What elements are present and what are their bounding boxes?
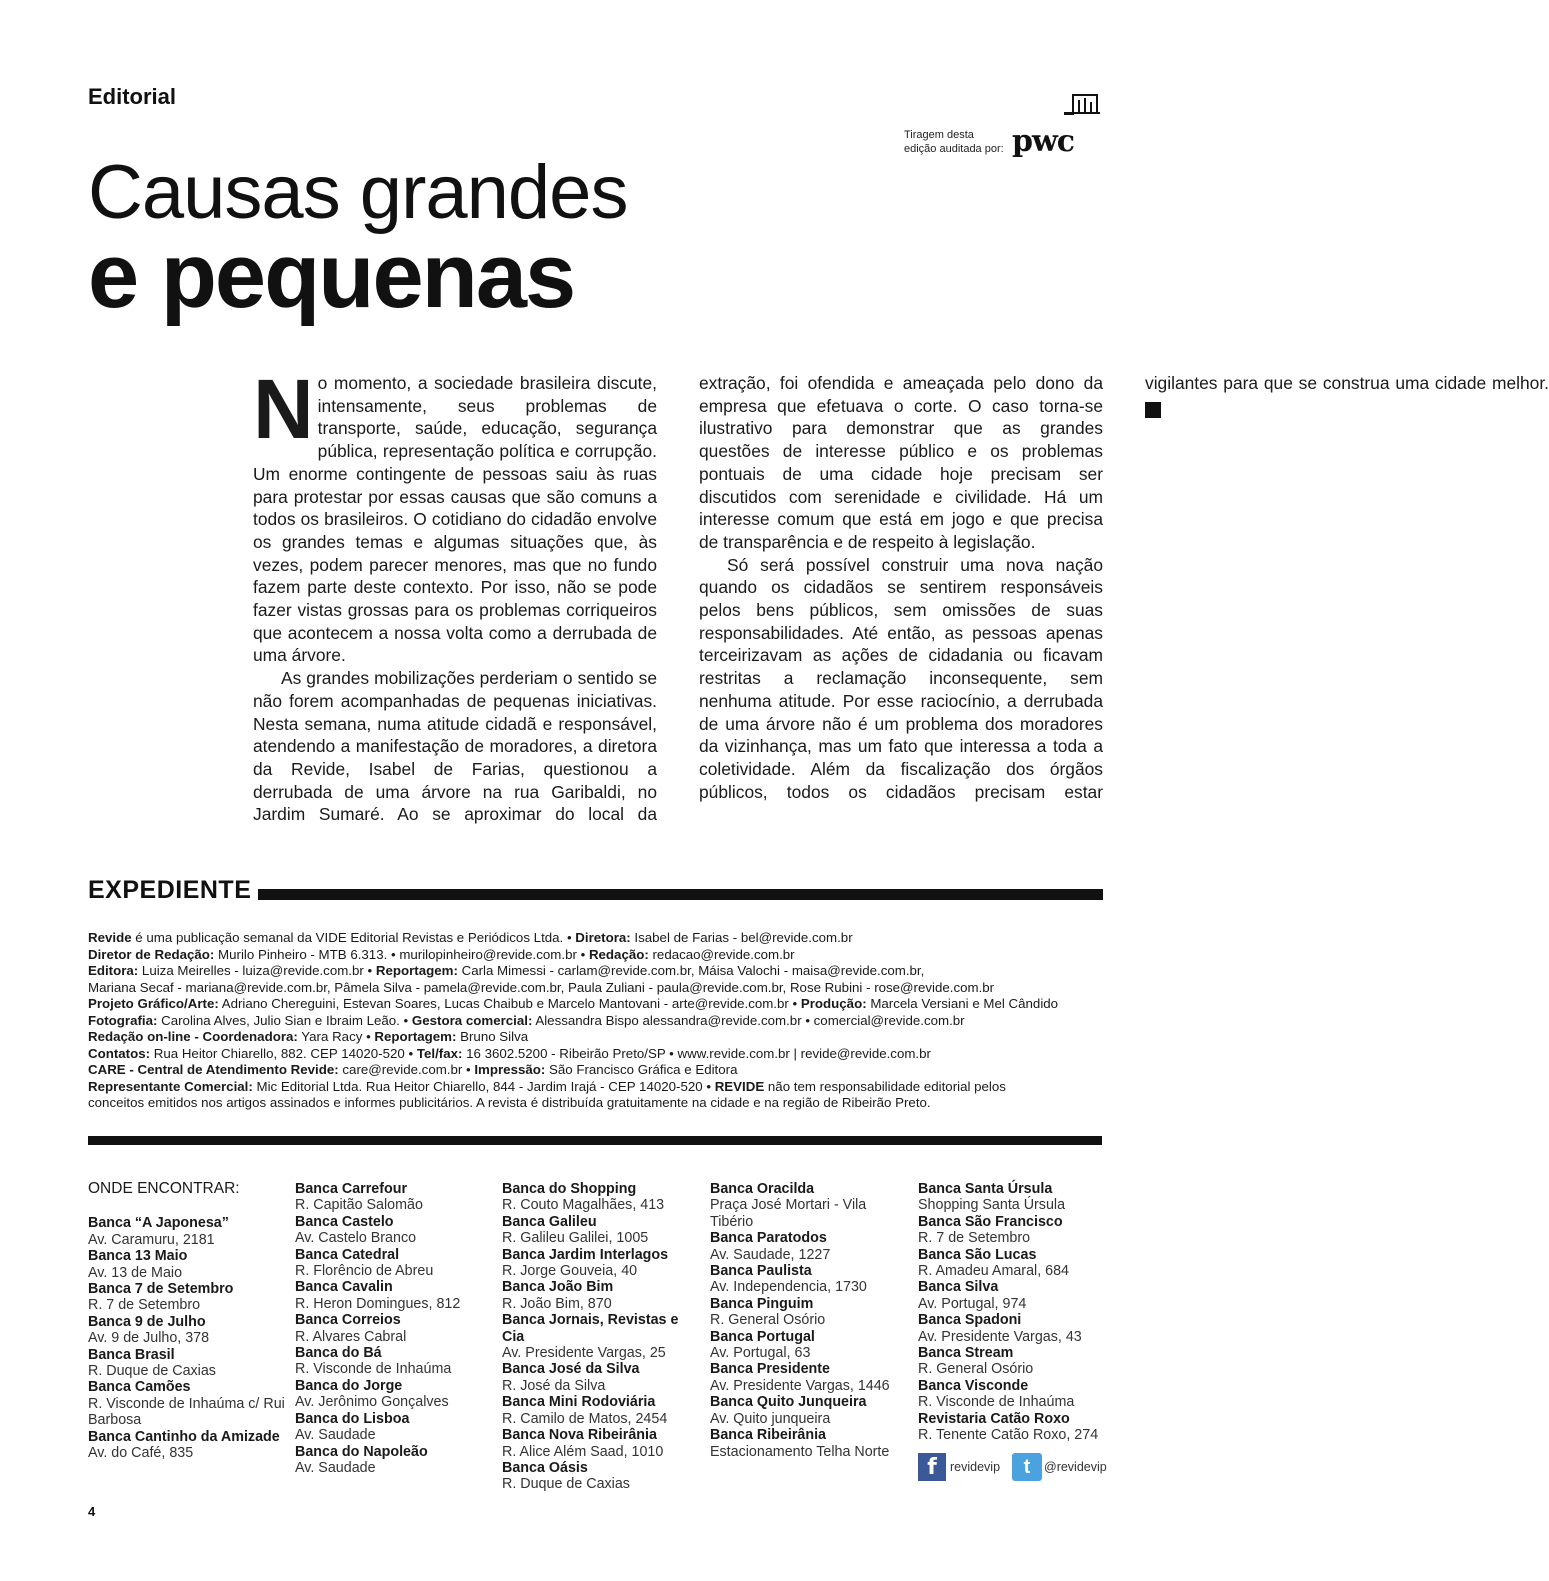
exp-label: Redação: <box>588 946 649 962</box>
exp-label: Tel/fax: <box>416 1045 463 1061</box>
newsstand-name: Banca Cavalin <box>295 1279 393 1296</box>
editorial-article <box>253 362 1549 832</box>
exp-text: São Francisco Gráfica e Editora <box>545 1062 738 1077</box>
exp-text: é uma publicação semanal da VIDE Editorial Revistas e Periódicos Ltda. • <box>131 930 576 945</box>
exp-label: REVIDE <box>714 1078 765 1094</box>
expediente-line <box>88 930 1108 947</box>
newsstand-address: R. Jorge Gouveia, 40 <box>502 1263 638 1280</box>
newsstand-address: R. Alvares Cabral <box>295 1328 407 1345</box>
where-column-2 <box>295 1181 495 1476</box>
exp-label: Revide <box>88 930 132 945</box>
newsstand-address: R. Florêncio de Abreu <box>295 1263 434 1280</box>
newsstand-name: Revistaria Catão Roxo <box>918 1410 1070 1427</box>
exp-text: Mic Editorial Ltda. Rua Heitor Chiarello, 844 - Jardim Irajá - CEP 14020-520 • <box>252 1078 715 1094</box>
newsstand-name: Banca 9 de Julho <box>88 1313 206 1330</box>
where-column-1 <box>88 1181 288 1462</box>
section-label: Editorial <box>88 84 177 109</box>
newsstand-name: Banca Jardim Interlagos <box>502 1246 669 1263</box>
newsstand-name: Banca João Bim <box>502 1279 614 1296</box>
newsstand-name: Banca Catedral <box>295 1246 400 1263</box>
newsstand-address: R. Couto Magalhães, 413 <box>502 1197 665 1214</box>
page-number: 4 <box>88 1504 96 1519</box>
newsstand-address: R. Duque de Caxias <box>88 1363 216 1380</box>
social-links <box>918 1452 1108 1484</box>
newsstand-address: R. Capitão Salomão <box>295 1197 423 1214</box>
exp-label: Diretor de Redação: <box>88 946 215 962</box>
newsstand-address: Av. do Café, 835 <box>88 1445 194 1462</box>
facebook-link[interactable] <box>918 1452 1000 1482</box>
exp-text: care@revide.com.br • <box>338 1062 475 1077</box>
newsstand-address: Av. Saudade, 1227 <box>710 1246 831 1263</box>
newsstand-name: Banca Spadoni <box>918 1312 1022 1329</box>
expediente-line <box>88 1046 1108 1063</box>
newsstand-name: Banca 13 Maio <box>88 1248 188 1265</box>
exp-text: Marcela Versiani e Mel Cândido <box>866 996 1059 1011</box>
newsstand-name: Banca do Jorge <box>295 1377 403 1394</box>
newsstand-name: Banca Cantinho da Amizade <box>88 1428 280 1445</box>
newsstand-address: R. Alice Além Saad, 1010 <box>502 1443 664 1460</box>
newsstand-name: Banca do Lisboa <box>295 1410 410 1427</box>
newsstand-address: R. General Osório <box>710 1312 826 1329</box>
exp-label: Reportagem: <box>374 1029 457 1044</box>
exp-text: Carla Mimessi - carlam@revide.com.br, Máisa Valochi - maisa@revide.com.br, <box>457 963 925 978</box>
newsstand-name: Banca Jornais, Revistas e Cia <box>502 1312 679 1345</box>
facebook-handle: revidevip <box>950 1460 1001 1474</box>
newsstand-name: Banca 7 de Setembro <box>88 1281 234 1298</box>
where-column-3 <box>502 1181 702 1493</box>
audit-line-1: Tiragem desta <box>904 129 974 141</box>
where-title: ONDE ENCONTRAR: <box>88 1180 240 1197</box>
newsstand-address: Av. Castelo Branco <box>295 1230 417 1247</box>
exp-text: 16 3602.5200 - Ribeirão Preto/SP • www.revide.com.br | revide@revide.com.br <box>462 1045 931 1061</box>
twitter-link[interactable] <box>1012 1452 1107 1482</box>
expediente-body <box>88 930 1108 1112</box>
expediente-line <box>88 1029 1108 1046</box>
expediente-line <box>88 996 1108 1013</box>
newsstand-address: R. Camilo de Matos, 2454 <box>502 1410 668 1427</box>
newsstand-address: R. General Osório <box>918 1361 1034 1378</box>
newsstand-address: Av. Quito junqueira <box>710 1410 831 1427</box>
newsstand-address: Av. Presidente Vargas, 1446 <box>710 1377 890 1394</box>
exp-label: Redação on-line - Coordenadora: <box>88 1029 298 1044</box>
newsstand-name: Banca Castelo <box>295 1213 394 1230</box>
expediente-line: Mariana Secaf - mariana@revide.com.br, Pâmela Silva - pamela@revide.com.br, Paula Zuliani - paula@revide.com.br, Rose Rubini - rose@revide.com.br <box>88 979 995 995</box>
drop-cap: N <box>253 362 314 456</box>
newsstand-address: Shopping Santa Úrsula <box>918 1197 1066 1214</box>
newsstand-address: Av. Caramuru, 2181 <box>88 1231 215 1248</box>
exp-text: Alessandra Bispo alessandra@revide.com.br • comercial@revide.com.br <box>532 1012 965 1028</box>
newsstand-name: Banca Correios <box>295 1312 401 1329</box>
headline-line-2: e pequenas <box>88 225 575 327</box>
newsstand-address: R. Visconde de Inhaúma <box>918 1394 1075 1411</box>
twitter-handle: @revidevip <box>1044 1460 1107 1474</box>
expediente-line <box>88 1062 1108 1079</box>
article-paragraph-1 <box>253 362 657 667</box>
expediente-line: conceitos emitidos nos artigos assinados e informes publicitários. A revista é distribuída gratuitamente na cidade e na região de Ribeirão Preto. <box>88 1095 931 1110</box>
expediente-line <box>88 1013 1108 1030</box>
newsstand-address: R. Galileu Galilei, 1005 <box>502 1230 649 1247</box>
exp-text: não tem responsabilidade editorial pelos <box>764 1078 1006 1094</box>
newsstand-name: Banca Stream <box>918 1345 1014 1362</box>
newsstand-name: Banca Silva <box>918 1279 999 1296</box>
newsstand-address: R. Visconde de Inhaúma <box>295 1361 452 1378</box>
newsstand-name: Banca Visconde <box>918 1377 1029 1394</box>
exp-label: Diretora: <box>575 930 631 945</box>
audit-line-2: edição auditada por: <box>904 143 1004 155</box>
exp-label: Fotografia: <box>88 1012 158 1028</box>
newsstand-address: Av. 9 de Julho, 378 <box>88 1330 210 1347</box>
newsstand-name: Banca do Bá <box>295 1345 382 1362</box>
newsstand-name: Banca São Francisco <box>918 1213 1063 1230</box>
newsstand-address: Av. Portugal, 63 <box>710 1345 811 1362</box>
exp-label: Projeto Gráfico/Arte: <box>88 996 219 1011</box>
newsstand-address: Av. Saudade <box>295 1427 376 1444</box>
expediente-rule <box>258 889 1103 900</box>
exp-text: Adriano Chereguini, Estevan Soares, Lucas Chaibub e Marcelo Mantovani - arte@revide.com.br • <box>218 996 801 1011</box>
newsstand-address: Av. 13 de Maio <box>88 1264 183 1281</box>
newsstand-name: Banca Portugal <box>710 1328 815 1345</box>
article-paragraph-2: As grandes mobilizações perderiam o sentido se não forem acompanhadas de pequenas iniciativas. Nesta semana, numa atitude cidadã e responsável, atendendo a manifestação de moradores, a diretora da Revide, Isabel de Farias, questionou a derrubada de uma árvore na rua Garibaldi, no Jardim Sumaré. Ao se aproximar do local da extração, foi ofendida e ameaçada pelo dono da empresa que efetuava o corte. O caso torna-se ilustrativo para demonstrar que as grandes questões de interesse público e os problemas pontuais de uma cidade hoje precisam ser discutidos com serenidade e civilidade. Há um interesse comum que está em jogo e que precisa de transparência e de respeito à legislação. <box>253 373 1103 825</box>
expediente-line <box>88 947 1108 964</box>
newsstand-address: R. Amadeu Amaral, 684 <box>918 1263 1069 1280</box>
exp-label: Impressão: <box>474 1062 546 1077</box>
where-column-5 <box>918 1181 1118 1444</box>
newsstand-name: Banca Camões <box>88 1379 191 1396</box>
pwc-mark-icon <box>1064 88 1100 116</box>
exp-label: Produção: <box>800 996 867 1011</box>
expediente-line <box>88 1079 1108 1096</box>
newsstand-address: R. Tenente Catão Roxo, 274 <box>918 1427 1099 1444</box>
headline <box>88 150 988 327</box>
newsstand-name: Banca Santa Úrsula <box>918 1181 1053 1197</box>
where-column-4 <box>710 1181 890 1460</box>
pwc-logo: pwc <box>1012 124 1075 159</box>
exp-label: Gestora comercial: <box>411 1012 533 1028</box>
newsstand-address: R. José da Silva <box>502 1377 606 1394</box>
expediente-line <box>88 963 1108 980</box>
newsstand-name: Banca Presidente <box>710 1361 830 1378</box>
section-divider <box>88 1136 1102 1145</box>
article-paragraph-1-text: o momento, a sociedade brasileira discute, intensamente, seus problemas de transporte, saúde, educação, segurança pública, representação política e corrupção. Um enorme contingente de pessoas saiu às ruas para protestar por essas causas que são comuns a todos os brasileiros. O cotidiano do cidadão envolve os grandes temas e algumas situações que, às vezes, podem parecer menores, mas que no fundo fazem parte deste contexto. Por isso, não se pode fazer vistas grossas para os problemas corriqueiros que acontecem a nossa volta como a derrubada de uma árvore. <box>253 373 657 666</box>
exp-text: Carolina Alves, Julio Sian e Ibraim Leão. • <box>157 1012 412 1028</box>
newsstand-address: R. 7 de Setembro <box>88 1297 201 1314</box>
newsstand-name: Banca São Lucas <box>918 1246 1037 1263</box>
headline-line-1: Causas grandes <box>88 150 628 235</box>
newsstand-name: Banca “A Japonesa” <box>88 1215 229 1232</box>
newsstand-address: Av. Presidente Vargas, 25 <box>502 1345 666 1362</box>
exp-text: Rua Heitor Chiarello, 882. CEP 14020-520 • <box>150 1045 417 1061</box>
newsstand-address: R. Heron Domingues, 812 <box>295 1295 461 1312</box>
exp-text: Bruno Silva <box>456 1029 529 1044</box>
newsstand-address: Av. Saudade <box>295 1459 376 1476</box>
newsstand-name: Banca Mini Rodoviária <box>502 1394 656 1411</box>
exp-label: Contatos: <box>88 1045 151 1061</box>
newsstand-address: Av. Presidente Vargas, 43 <box>918 1328 1082 1345</box>
exp-text: redacao@revide.com.br <box>648 946 795 962</box>
newsstand-name: Banca Oracilda <box>710 1181 815 1197</box>
newsstand-name: Banca Carrefour <box>295 1181 408 1197</box>
newsstand-name: Banca Oásis <box>502 1459 588 1476</box>
exp-label: Reportagem: <box>375 963 458 978</box>
newsstand-address: Av. Independencia, 1730 <box>710 1279 867 1296</box>
exp-text: Murilo Pinheiro - MTB 6.313. • murilopinheiro@revide.com.br • <box>214 946 589 962</box>
newsstand-name: Banca Pinguim <box>710 1295 814 1312</box>
newsstand-name: Banca Ribeirânia <box>710 1427 827 1444</box>
newsstand-address: R. Visconde de Inhaúma c/ Rui Barbosa <box>88 1395 285 1429</box>
newsstand-name: Banca Brasil <box>88 1346 175 1363</box>
end-mark-icon: r <box>1145 402 1161 418</box>
exp-text: Luiza Meirelles - luiza@revide.com.br • <box>138 963 376 978</box>
newsstand-name: Banca Nova Ribeirânia <box>502 1427 657 1444</box>
newsstand-name: Banca Galileu <box>502 1213 597 1230</box>
newsstand-address: Av. Portugal, 974 <box>918 1295 1027 1312</box>
newsstand-name: Banca do Napoleão <box>295 1443 428 1460</box>
newsstand-name: Banca do Shopping <box>502 1181 637 1197</box>
facebook-icon: f <box>918 1453 946 1481</box>
newsstand-address: R. 7 de Setembro <box>918 1230 1031 1247</box>
exp-label: Representante Comercial: <box>88 1078 253 1094</box>
newsstand-address: R. Duque de Caxias <box>502 1476 630 1493</box>
expediente-title: EXPEDIENTE <box>88 876 252 904</box>
newsstand-address: R. João Bim, 870 <box>502 1295 612 1312</box>
newsstand-address: Praça José Mortari - Vila Tibério <box>710 1197 867 1230</box>
exp-text: Yara Racy • <box>297 1029 375 1044</box>
article-paragraph-3-text: Só será possível construir uma nova nação quando os cidadãos se sentirem responsáveis pelos bens públicos, sem omissões de suas responsabilidades. Até então, as pessoas apenas terceirizavam as ações de cidadania ou ficavam restritas a reclamação inconsequente, sem nenhuma atitude. Por esse raciocínio, a derrubada de uma árvore não é um problema dos moradores da vizinhança, mas um fato que interessa a toda a coletividade. Além da fiscalização dos órgãos públicos, todos os cidadãos precisam estar vigilantes para que se construa uma cidade melhor. <box>699 373 1549 802</box>
newsstand-address: Estacionamento Telha Norte <box>710 1443 890 1460</box>
exp-label: CARE - Central de Atendimento Revide: <box>88 1062 339 1077</box>
exp-label: Editora: <box>88 963 139 978</box>
newsstand-name: Banca Paulista <box>710 1263 812 1280</box>
exp-text: Isabel de Farias - bel@revide.com.br <box>630 930 853 945</box>
newsstand-name: Banca Paratodos <box>710 1230 827 1247</box>
twitter-icon: t <box>1012 1453 1042 1481</box>
newsstand-address: Av. Jerônimo Gonçalves <box>295 1394 449 1411</box>
newsstand-name: Banca José da Silva <box>502 1361 640 1378</box>
newsstand-name: Banca Quito Junqueira <box>710 1394 867 1411</box>
